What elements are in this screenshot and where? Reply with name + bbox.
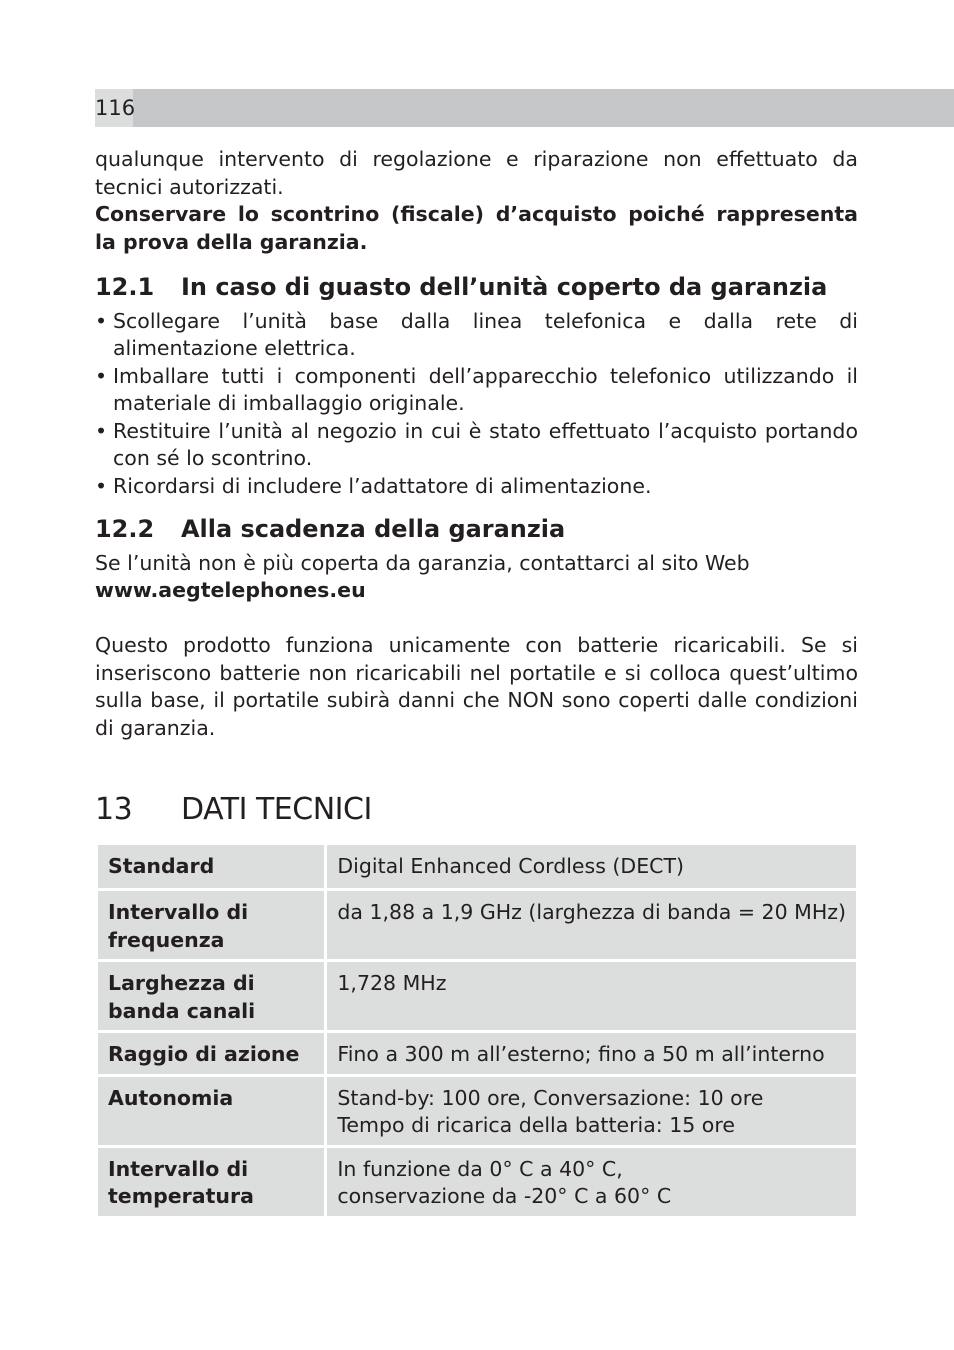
spec-value: Fino a 300 m all’esterno; fino a 50 m all’interno — [327, 1033, 856, 1074]
table-row — [98, 1033, 856, 1074]
spec-value: Stand-by: 100 ore, Conversazione: 10 ore Tempo di ricarica della batteria: 15 ore — [327, 1077, 856, 1145]
section-number: 13 — [95, 792, 133, 827]
website-link[interactable]: www.aegtelephones.eu — [95, 578, 366, 602]
spec-label: Raggio di azione — [98, 1033, 324, 1074]
expiry-text: Se l’unità non è più coperta da garanzia, contattarci al sito Web — [95, 550, 750, 575]
specs-table — [95, 842, 859, 1219]
battery-note: Questo prodotto funziona unicamente con batterie ricaricabili. Se si inseriscono batterie non ricaricabili nel portatile e si colloca quest’ultimo sulla base, il portatile subirà danni che NON sono coperti dalle condizioni di garanzia. — [95, 633, 858, 740]
table-row — [98, 962, 856, 1030]
spec-label: Standard — [98, 845, 324, 888]
warranty-steps-list — [95, 308, 858, 501]
subsection-title: In caso di guasto dell’unità coperto da garanzia — [181, 273, 828, 301]
spec-label: Intervallo di temperatura — [98, 1148, 324, 1216]
table-row — [98, 845, 856, 888]
section-heading-13 — [95, 790, 372, 830]
subsection-heading-12-1 — [95, 274, 858, 302]
receipt-note: Conservare lo scontrino (fiscale) d’acquisto poiché rappresenta la prova della garanzia. — [95, 202, 858, 254]
subsection-number: 12.2 — [95, 515, 155, 543]
spec-label: Autonomia — [98, 1077, 324, 1145]
table-row — [98, 1148, 856, 1216]
bullet-icon: • — [95, 308, 108, 333]
list-item: • Imballare tutti i componenti dell’apparecchio telefonico utilizzando il materiale di imballaggio originale. — [95, 363, 858, 415]
spec-value: In funzione da 0° C a 40° C, conservazione da -20° C a 60° C — [327, 1148, 856, 1216]
intro-text: qualunque intervento di regolazione e riparazione non effettuato da tecnici autorizzati. — [95, 147, 858, 199]
page-content — [95, 146, 858, 742]
spec-value: Digital Enhanced Cordless (DECT) — [327, 845, 856, 888]
subsection-heading-12-2 — [95, 516, 858, 544]
bullet-icon: • — [95, 363, 108, 388]
spec-value: 1,728 MHz — [327, 962, 856, 1030]
subsection-number: 12.1 — [95, 273, 155, 301]
list-item: • Ricordarsi di includere l’adattatore di alimentazione. — [95, 473, 858, 501]
spec-value: da 1,88 a 1,9 GHz (larghezza di banda = 20 MHz) — [327, 891, 856, 959]
subsection-title: Alla scadenza della garanzia — [181, 515, 566, 543]
bullet-icon: • — [95, 473, 108, 498]
table-row — [98, 891, 856, 959]
spec-label: Intervallo di frequenza — [98, 891, 324, 959]
list-item: • Restituire l’unità al negozio in cui è stato effettuato l’acquisto portando con sé lo scontrino. — [95, 418, 858, 470]
section-title: DATI TECNICI — [181, 792, 372, 827]
header-bar — [95, 89, 954, 127]
bullet-icon: • — [95, 418, 108, 443]
table-row — [98, 1077, 856, 1145]
spec-label: Larghezza di banda canali — [98, 962, 324, 1030]
list-item: • Scollegare l’unità base dalla linea telefonica e dalla rete di alimentazione elettrica. — [95, 308, 858, 360]
page-number: 116 — [95, 89, 133, 127]
